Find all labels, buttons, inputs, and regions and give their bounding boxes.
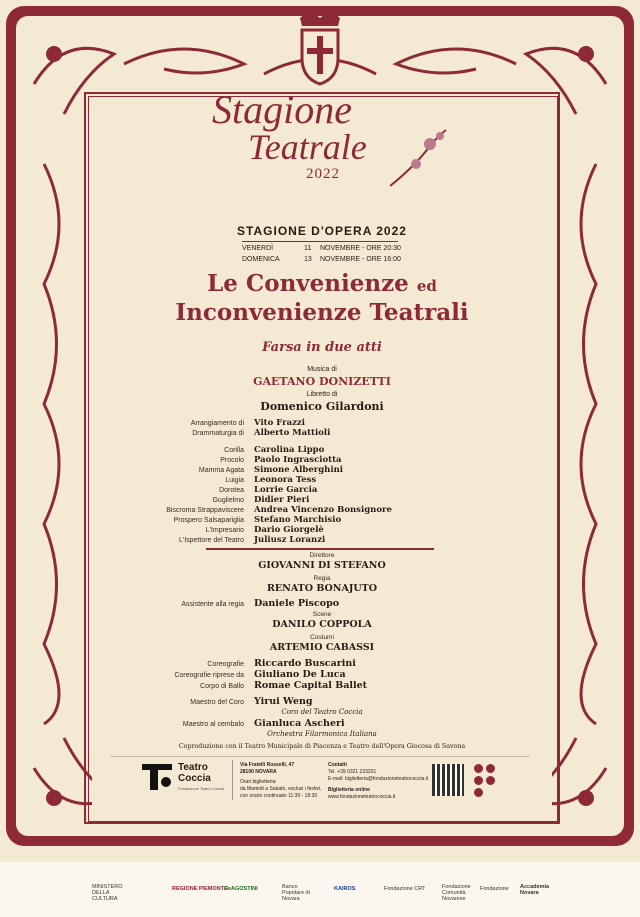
email-link[interactable]: E-mail: biglietteria@fondazioneteatrococcia.it	[328, 776, 429, 782]
address-line: Via Fratelli Rosselli, 47	[240, 762, 295, 768]
online-title: Biglietteria online	[328, 787, 370, 793]
cast-name: Didier Pieri	[254, 495, 310, 505]
opera-title-line1	[92, 270, 552, 297]
cast-name: Simone Alberghini	[254, 465, 343, 475]
music-label: Musica di	[307, 366, 337, 373]
qr-code-icon[interactable]	[432, 764, 464, 796]
scene: DANILO COPPOLA	[272, 619, 372, 630]
librettist: Domenico Gilardoni	[260, 400, 384, 413]
cast-name: Paolo Ingrasciotta	[254, 455, 342, 465]
flower-branch-icon	[390, 126, 450, 196]
date-text: NOVEMBRE - ORE 16:00	[320, 256, 401, 263]
cast-name: Dario Giorgelè	[254, 525, 324, 535]
credit-label: Arrangiamento di	[190, 420, 244, 427]
season-logo	[210, 86, 450, 206]
cast-role: Guglielmo	[212, 497, 244, 504]
orchestra-line: Orchestra Filarmonica Italiana	[267, 730, 377, 738]
youtube-icon[interactable]	[486, 776, 495, 785]
cast-name: Leonora Tess	[254, 475, 317, 485]
choreo-value: Giuliano De Luca	[254, 669, 346, 680]
theatre-name-2: Coccia	[178, 773, 211, 784]
assist: Daniele Piscopo	[254, 598, 340, 609]
title-ed: ed	[416, 277, 437, 295]
sponsor-logo: Fondazione	[480, 886, 509, 892]
instagram-icon[interactable]	[474, 776, 483, 785]
cast-name: Juliusz Loranzi	[254, 535, 326, 545]
website-link[interactable]: www.fondazioneteatrococcia.it	[328, 794, 396, 800]
cembalo-label: Maestro al cembalo	[182, 721, 244, 728]
theatre-name-1: Teatro	[178, 762, 208, 773]
cast-role: L'Ispettore del Teatro	[178, 537, 244, 544]
cast-name: Carolina Lippo	[254, 445, 325, 455]
logo-stagione: Stagione	[212, 87, 352, 132]
twitter-icon[interactable]	[486, 764, 495, 773]
cast-role: Biscroma Strappaviscere	[166, 507, 244, 514]
cast-role: Corilla	[224, 447, 244, 454]
libretto-label: Libretto di	[306, 391, 338, 398]
phone[interactable]: Tel. +39 0321 233201	[328, 769, 377, 775]
regia-label: Regia	[313, 575, 331, 582]
choreo-value: Riccardo Buscarini	[254, 658, 356, 669]
hours-line: da Martedì a Sabato, esclusi i festivi,	[240, 786, 322, 792]
credit-value: Vito Frazzi	[254, 418, 305, 428]
date-day: DOMENICA	[242, 256, 280, 263]
sponsor-logo: KAIROS	[334, 886, 356, 892]
opera-title-line2: Inconvenienze Teatrali	[175, 299, 469, 326]
contacts-title: Contatti	[328, 762, 347, 768]
director-label: Direttore	[309, 552, 335, 559]
hours-line: con orario continuato 11:30 - 18:30	[240, 793, 318, 799]
title-part: Le Convenienze	[207, 270, 409, 297]
logo-teatrale: Teatrale	[248, 127, 367, 167]
sponsor-logo: Fondazione CRT	[384, 886, 426, 892]
theatre-sub: Fondazione Teatro Coccia	[178, 786, 225, 791]
section-divider	[206, 548, 434, 550]
divider	[242, 241, 398, 242]
address-block	[240, 762, 321, 800]
credit-label: Drammaturgia di	[192, 430, 244, 437]
costumi: ARTEMIO CABASSI	[269, 642, 375, 653]
date-day: VENERDÌ	[242, 245, 274, 252]
spotify-icon[interactable]	[474, 788, 483, 797]
cast-name: Lorrie Garcia	[254, 485, 318, 495]
sponsor-logo: Accademia Novara	[520, 884, 550, 896]
director: GIOVANNI DI STEFANO	[258, 560, 386, 571]
cast-role: Dorotea	[219, 487, 244, 494]
address-line: 28100 NOVARA	[240, 769, 277, 775]
cast-role: Prospero Salsapariglia	[173, 517, 244, 524]
costumi-label: Costumi	[310, 634, 334, 641]
chorus-label: Maestro del Coro	[190, 699, 244, 706]
hours-line: Orari biglietteria:	[240, 779, 277, 785]
sponsor-logo: MINISTERO DELLA CULTURA	[92, 884, 123, 902]
cembalo-value: Gianluca Ascheri	[254, 718, 345, 729]
contacts-block	[328, 762, 428, 801]
coproduction: Coproduzione con il Teatro Municipale di Piacenza e Teatro dell'Opera Giocosa di Savona	[178, 743, 466, 750]
sponsor-logo: Banco Popolare di Novara	[282, 884, 310, 902]
season-title: STAGIONE D'OPERA 2022	[237, 224, 407, 238]
cast-name: Stefano Marchisio	[254, 515, 342, 525]
sponsor-logo: REGIONE PIEMONTE	[172, 886, 228, 892]
credit-value: Alberto Mattioli	[254, 428, 331, 438]
footer-divider	[110, 756, 530, 757]
cast-role: Mamma Agata	[198, 467, 244, 474]
opera-subtitle: Farsa in due atti	[262, 340, 382, 355]
choreo-label: Coreografie riprese da	[174, 672, 244, 679]
date-num: 13	[304, 256, 312, 263]
chorus-line: Coro del Teatro Coccia	[281, 708, 363, 716]
cast-name: Andrea Vincenzo Bonsignore	[254, 505, 392, 515]
date-num: 11	[304, 245, 312, 252]
logo-year: 2022	[306, 166, 340, 182]
theatre-name	[178, 762, 211, 784]
regia: RENATO BONAJUTO	[267, 583, 377, 594]
cast-role: Procolo	[220, 457, 244, 464]
assist-label: Assistente alla regia	[181, 601, 244, 608]
chorus-value: Yirui Weng	[254, 696, 313, 707]
choreo-label: Corpo di Ballo	[200, 683, 244, 690]
date-text: NOVEMBRE - ORE 20:30	[320, 245, 401, 252]
composer: GAETANO DONIZETTI	[253, 375, 391, 388]
scene-label: Scene	[312, 611, 332, 618]
facebook-icon[interactable]	[474, 764, 483, 773]
choreo-value: Romae Capital Ballet	[254, 680, 368, 691]
city-crest-icon	[290, 8, 350, 88]
choreo-label: Coreografie	[207, 661, 244, 668]
sponsor-logo: Fondazione Comunità Novarese	[442, 884, 471, 902]
cast-role: L'Impresario	[205, 527, 244, 534]
sponsor-logo: DeAGOSTINI	[224, 886, 258, 892]
footer-separator	[232, 760, 233, 800]
cast-role: Luigia	[225, 477, 244, 484]
teatro-coccia-logo-icon	[142, 764, 172, 792]
